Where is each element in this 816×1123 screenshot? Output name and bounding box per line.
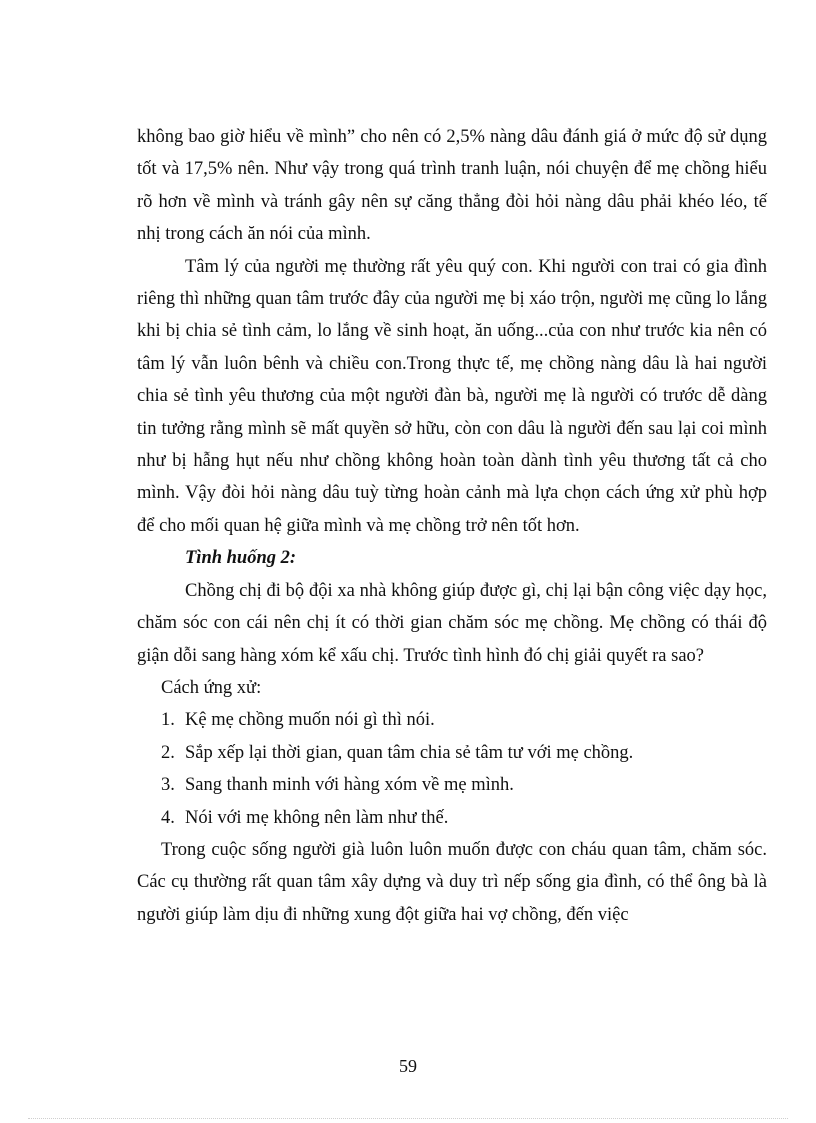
- option-text: Kệ mẹ chồng muốn nói gì thì nói.: [185, 710, 435, 731]
- option-number: 4.: [161, 807, 175, 828]
- page-number: 59: [399, 1056, 417, 1076]
- situation-heading: Tình huống 2:: [185, 548, 297, 569]
- option-item: [161, 802, 767, 834]
- options-label: Cách ứng xử:: [161, 677, 262, 698]
- option-item: [161, 704, 767, 736]
- closing-paragraph: Trong cuộc sống người già luôn luôn muốn được con cháu quan tâm, chăm sóc. Các cụ thường rất quan tâm xây dựng và duy trì nếp sống gia đình, có thể ông bà là người giúp làm dịu đi những xung đột giữa hai vợ chồng, đến việc: [137, 839, 767, 925]
- option-number: 3.: [161, 775, 175, 796]
- option-text: Sang thanh minh với hàng xóm về mẹ mình.: [185, 775, 514, 796]
- body-text: [137, 121, 767, 931]
- option-item: [161, 769, 767, 801]
- option-number: 2.: [161, 742, 175, 763]
- options-list: [137, 704, 767, 834]
- option-text: Sắp xếp lại thời gian, quan tâm chia sẻ tâm tư với mẹ chồng.: [185, 742, 634, 763]
- option-item: [161, 737, 767, 769]
- paragraph-2: Tâm lý của người mẹ thường rất yêu quý con. Khi người con trai có gia đình riêng thì những quan tâm trước đây của người mẹ bị xáo trộn, người mẹ cũng lo lắng khi bị chia sẻ tình cảm, lo lắng về sinh hoạt, ăn uống...của con như trước kia nên có tâm lý vẫn luôn bênh và chiều con.Trong thực tế, mẹ chồng nàng dâu là hai người chia sẻ tình yêu thương của một người đàn bà, người mẹ là người có trước dễ dàng tin tưởng rằng mình sẽ mất quyền sở hữu, còn con dâu là người đến sau lại coi mình như bị hẫng hụt nếu như chồng không hoàn toàn dành tình yêu thương tất cả cho mình. Vậy đòi hỏi nàng dâu tuỳ từng hoàn cảnh mà lựa chọn cách ứng xử phù hợp để cho mối quan hệ giữa mình và mẹ chồng trở nên tốt hơn.: [137, 256, 767, 536]
- option-text: Nói với mẹ không nên làm như thế.: [185, 807, 449, 828]
- situation-text: Chồng chị đi bộ đội xa nhà không giúp được gì, chị lại bận công việc dạy học, chăm sóc con cái nên chị ít có thời gian chăm sóc mẹ chồng. Mẹ chồng có thái độ giận dỗi sang hàng xóm kể xấu chị. Trước tình hình đó chị giải quyết ra sao?: [137, 580, 767, 666]
- paragraph-1: không bao giờ hiểu về mình” cho nên có 2,5% nàng dâu đánh giá ở mức độ sử dụng tốt và 17,5% nên. Như vậy trong quá trình tranh luận, nói chuyện để mẹ chồng hiểu rõ hơn về mình và tránh gây nên sự căng thẳng đòi hỏi nàng dâu phải khéo léo, tế nhị trong cách ăn nói của mình.: [137, 127, 767, 245]
- option-number: 1.: [161, 710, 175, 731]
- page-bottom-divider: [28, 1118, 788, 1119]
